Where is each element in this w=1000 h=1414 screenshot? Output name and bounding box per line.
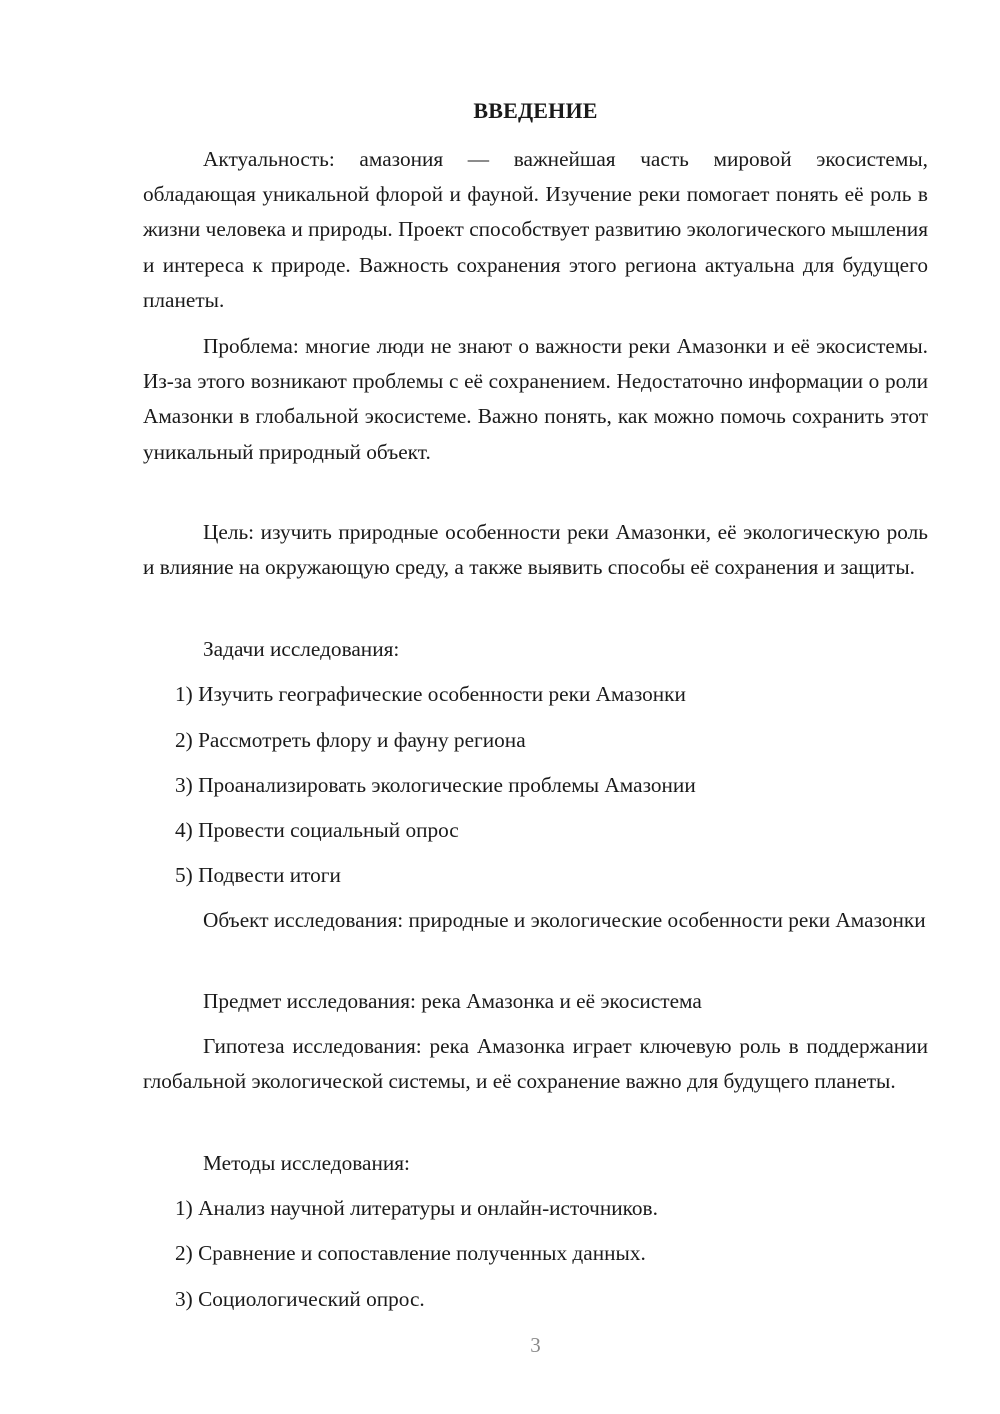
tasks-heading: Задачи исследования: xyxy=(203,637,400,661)
task-item: 3) Проанализировать экологические проблемы Амазонии xyxy=(175,773,696,797)
method-item: 3) Социологический опрос. xyxy=(175,1287,425,1311)
hypothesis-paragraph: Гипотеза исследования: река Амазонка играет ключевую роль в поддержании глобальной экологической системы, и её сохранение важно для будущего планеты. xyxy=(143,1034,928,1094)
task-item: 5) Подвести итоги xyxy=(175,863,341,887)
subject-paragraph: Предмет исследования: река Амазонка и её экосистема xyxy=(203,989,702,1013)
page-number: 3 xyxy=(530,1333,541,1357)
object-paragraph: Объект исследования: природные и экологические особенности реки Амазонки xyxy=(203,908,926,932)
methods-heading: Методы исследования: xyxy=(203,1151,410,1175)
method-item: 1) Анализ научной литературы и онлайн-источников. xyxy=(175,1196,658,1220)
task-item: 1) Изучить географические особенности реки Амазонки xyxy=(175,682,686,706)
section-title: ВВЕДЕНИЕ xyxy=(473,98,598,123)
problem-paragraph: Проблема: многие люди не знают о важности реки Амазонки и её экосистемы. Из-за этого возникают проблемы с её сохранением. Недостаточно информации о роли Амазонки в глобальной экосистеме. Важно понять, как можно помочь сохранить этот уникальный природный объект. xyxy=(143,334,928,464)
relevance-paragraph: Актуальность: амазония — важнейшая часть мировой экосистемы, обладающая уникальной флорой и фауной. Изучение реки помогает понять её роль в жизни человека и природы. Проект способствует развитию экологического мышления и интереса к природе. Важность сохранения этого региона актуальна для будущего планеты. xyxy=(143,147,928,312)
task-item: 4) Провести социальный опрос xyxy=(175,818,459,842)
method-item: 2) Сравнение и сопоставление полученных данных. xyxy=(175,1241,646,1265)
task-item: 2) Рассмотреть флору и фауну региона xyxy=(175,728,526,752)
goal-paragraph: Цель: изучить природные особенности реки Амазонки, её экологическую роль и влияние на окружающую среду, а также выявить способы её сохранения и защиты. xyxy=(143,520,928,580)
